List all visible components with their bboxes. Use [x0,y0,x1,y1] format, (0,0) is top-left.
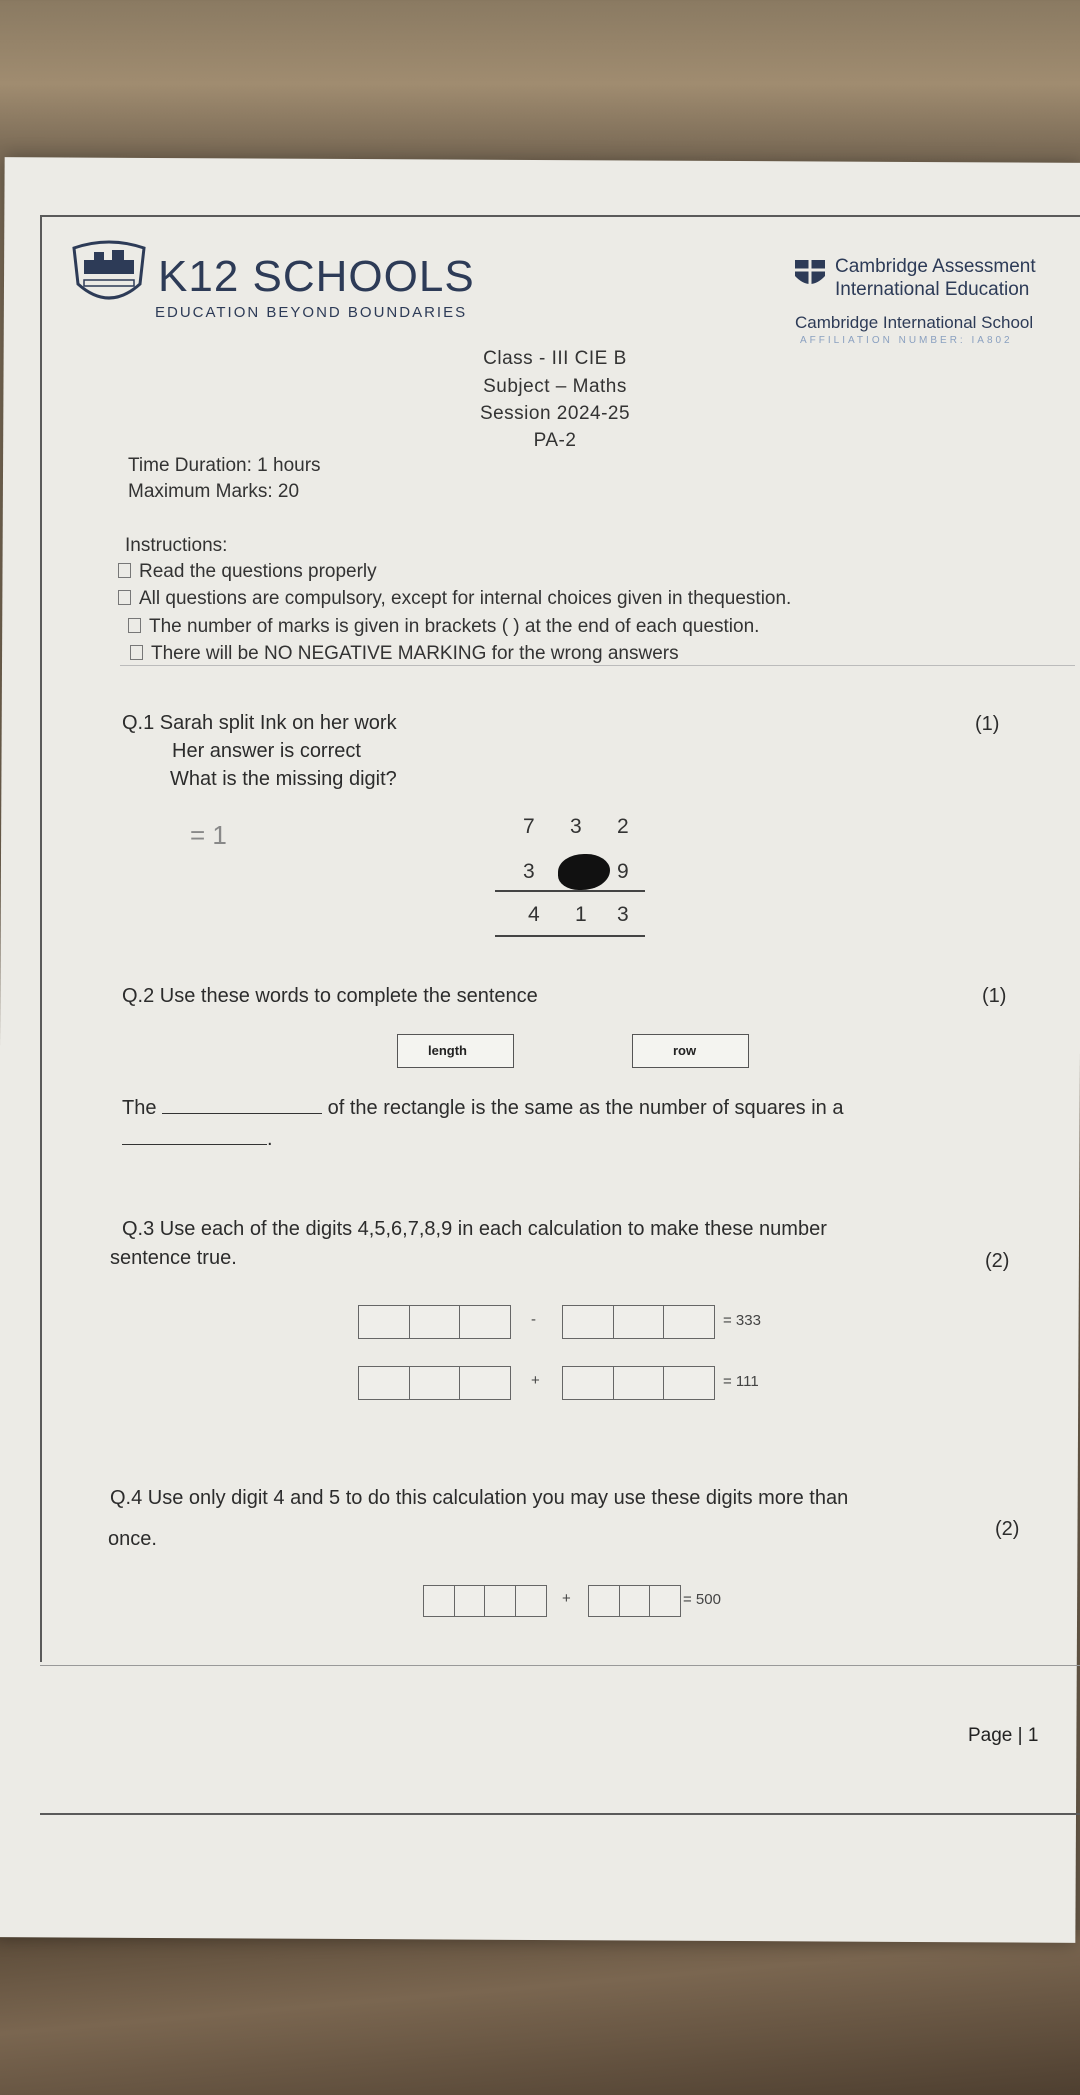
q1-handwritten-answer: = 1 [190,820,227,850]
subject-label: Subject – Maths [483,376,627,397]
q1-row1-digit: 3 [570,815,582,838]
cambridge-shield-icon [793,258,827,292]
q3-row1-left-boxes [358,1305,510,1339]
footer-rule [40,1813,1080,1815]
q2-second-blank-line: . [122,1128,273,1151]
q1-prompt: What is the missing digit? [170,768,397,790]
digit-box[interactable] [663,1366,715,1400]
word-card-row: row [632,1034,749,1068]
digit-box[interactable] [459,1366,511,1400]
q1-question: Q.1 Sarah split Ink on her work [122,712,397,734]
q2-blank-2[interactable] [122,1144,267,1145]
q3-question: Q.3 Use each of the digits 4,5,6,7,8,9 in each calculation to make these number [122,1218,827,1240]
digit-box[interactable] [423,1585,455,1617]
q1-result-digit: 4 [528,903,540,926]
q2-marks: (1) [982,985,1007,1007]
checkbox-bullet-icon [128,618,141,633]
cambridge-school: Cambridge International School [795,313,1034,332]
q2-sentence: The of the rectangle is the same as the number of squares in a [122,1097,844,1119]
q4-left-boxes [423,1585,545,1617]
digit-box[interactable] [358,1305,410,1339]
q4-marks: (2) [995,1518,1020,1540]
digit-box[interactable] [562,1305,614,1339]
assessment-label: PA-2 [533,430,577,451]
digit-box[interactable] [454,1585,486,1617]
instructions-divider [120,665,1075,666]
q4-question-cont: once. [108,1528,157,1550]
q4-right-boxes [588,1585,680,1617]
cambridge-subtitle: International Education [835,279,1030,300]
q1-statement: Her answer is correct [172,740,361,762]
q4-divider [40,1665,1080,1666]
class-label: Class - III CIE B [483,348,627,369]
digit-box[interactable] [515,1585,547,1617]
digit-box[interactable] [358,1366,410,1400]
instructions-heading: Instructions: [125,535,228,556]
q2-question: Q.2 Use these words to complete the sentence [122,985,538,1007]
digit-box[interactable] [613,1366,665,1400]
q1-sum-line [495,890,645,892]
q2-blank-1[interactable] [162,1113,322,1114]
school-name: K12 SCHOOLS [158,252,475,301]
checkbox-bullet-icon [118,563,131,578]
school-tagline: EDUCATION BEYOND BOUNDARIES [155,304,468,321]
q1-marks: (1) [975,713,1000,735]
q3-row1-right-boxes [562,1305,714,1339]
q3-row1-operator: - [531,1311,536,1328]
q4-operator: + [562,1590,571,1607]
q3-row2-operator: + [531,1372,540,1389]
q1-row1-digit: 2 [617,815,629,838]
q3-marks: (2) [985,1250,1010,1272]
digit-box[interactable] [484,1585,516,1617]
maximum-marks: Maximum Marks: 20 [128,481,300,502]
affiliation-number: AFFILIATION NUMBER: IA802 [800,335,1013,346]
digit-box[interactable] [613,1305,665,1339]
q4-question: Q.4 Use only digit 4 and 5 to do this calculation you may use these digits more than [110,1487,849,1509]
q3-question-cont: sentence true. [110,1247,237,1269]
instruction-item: Read the questions properly [118,561,377,583]
q1-result-line [495,935,645,937]
q1-result-digit: 3 [617,903,629,926]
q3-row2-right-boxes [562,1366,714,1400]
time-duration: Time Duration: 1 hours [128,455,321,476]
instruction-item: The number of marks is given in brackets ( ) at the end of each question. [128,616,759,638]
q3-row2-left-boxes [358,1366,510,1400]
q1-result-digit: 1 [575,903,587,926]
instruction-item: All questions are compulsory, except for internal choices given in thequestion. [118,588,791,610]
instruction-item: There will be NO NEGATIVE MARKING for the wrong answers [130,643,679,665]
q3-row1-result: = 333 [723,1312,761,1329]
q1-row2-digit: 9 [617,860,629,883]
q3-row2-result: = 111 [723,1373,759,1390]
digit-box[interactable] [649,1585,681,1617]
digit-box[interactable] [562,1366,614,1400]
checkbox-bullet-icon [130,645,143,660]
digit-box[interactable] [409,1366,461,1400]
page-number: Page | 1 [968,1725,1039,1746]
digit-box[interactable] [459,1305,511,1339]
word-card-length: length [397,1034,514,1068]
table-surface-bottom [0,1930,1080,2095]
digit-box[interactable] [663,1305,715,1339]
k12-shield-logo-icon [70,240,148,310]
digit-box[interactable] [409,1305,461,1339]
digit-box[interactable] [588,1585,620,1617]
q4-result: = 500 [683,1591,721,1608]
cambridge-title: Cambridge Assessment [835,256,1036,277]
digit-box[interactable] [619,1585,651,1617]
session-label: Session 2024-25 [479,403,631,424]
q1-row2-digit: 3 [523,860,535,883]
checkbox-bullet-icon [118,590,131,605]
q1-row1-digit: 7 [523,815,535,838]
